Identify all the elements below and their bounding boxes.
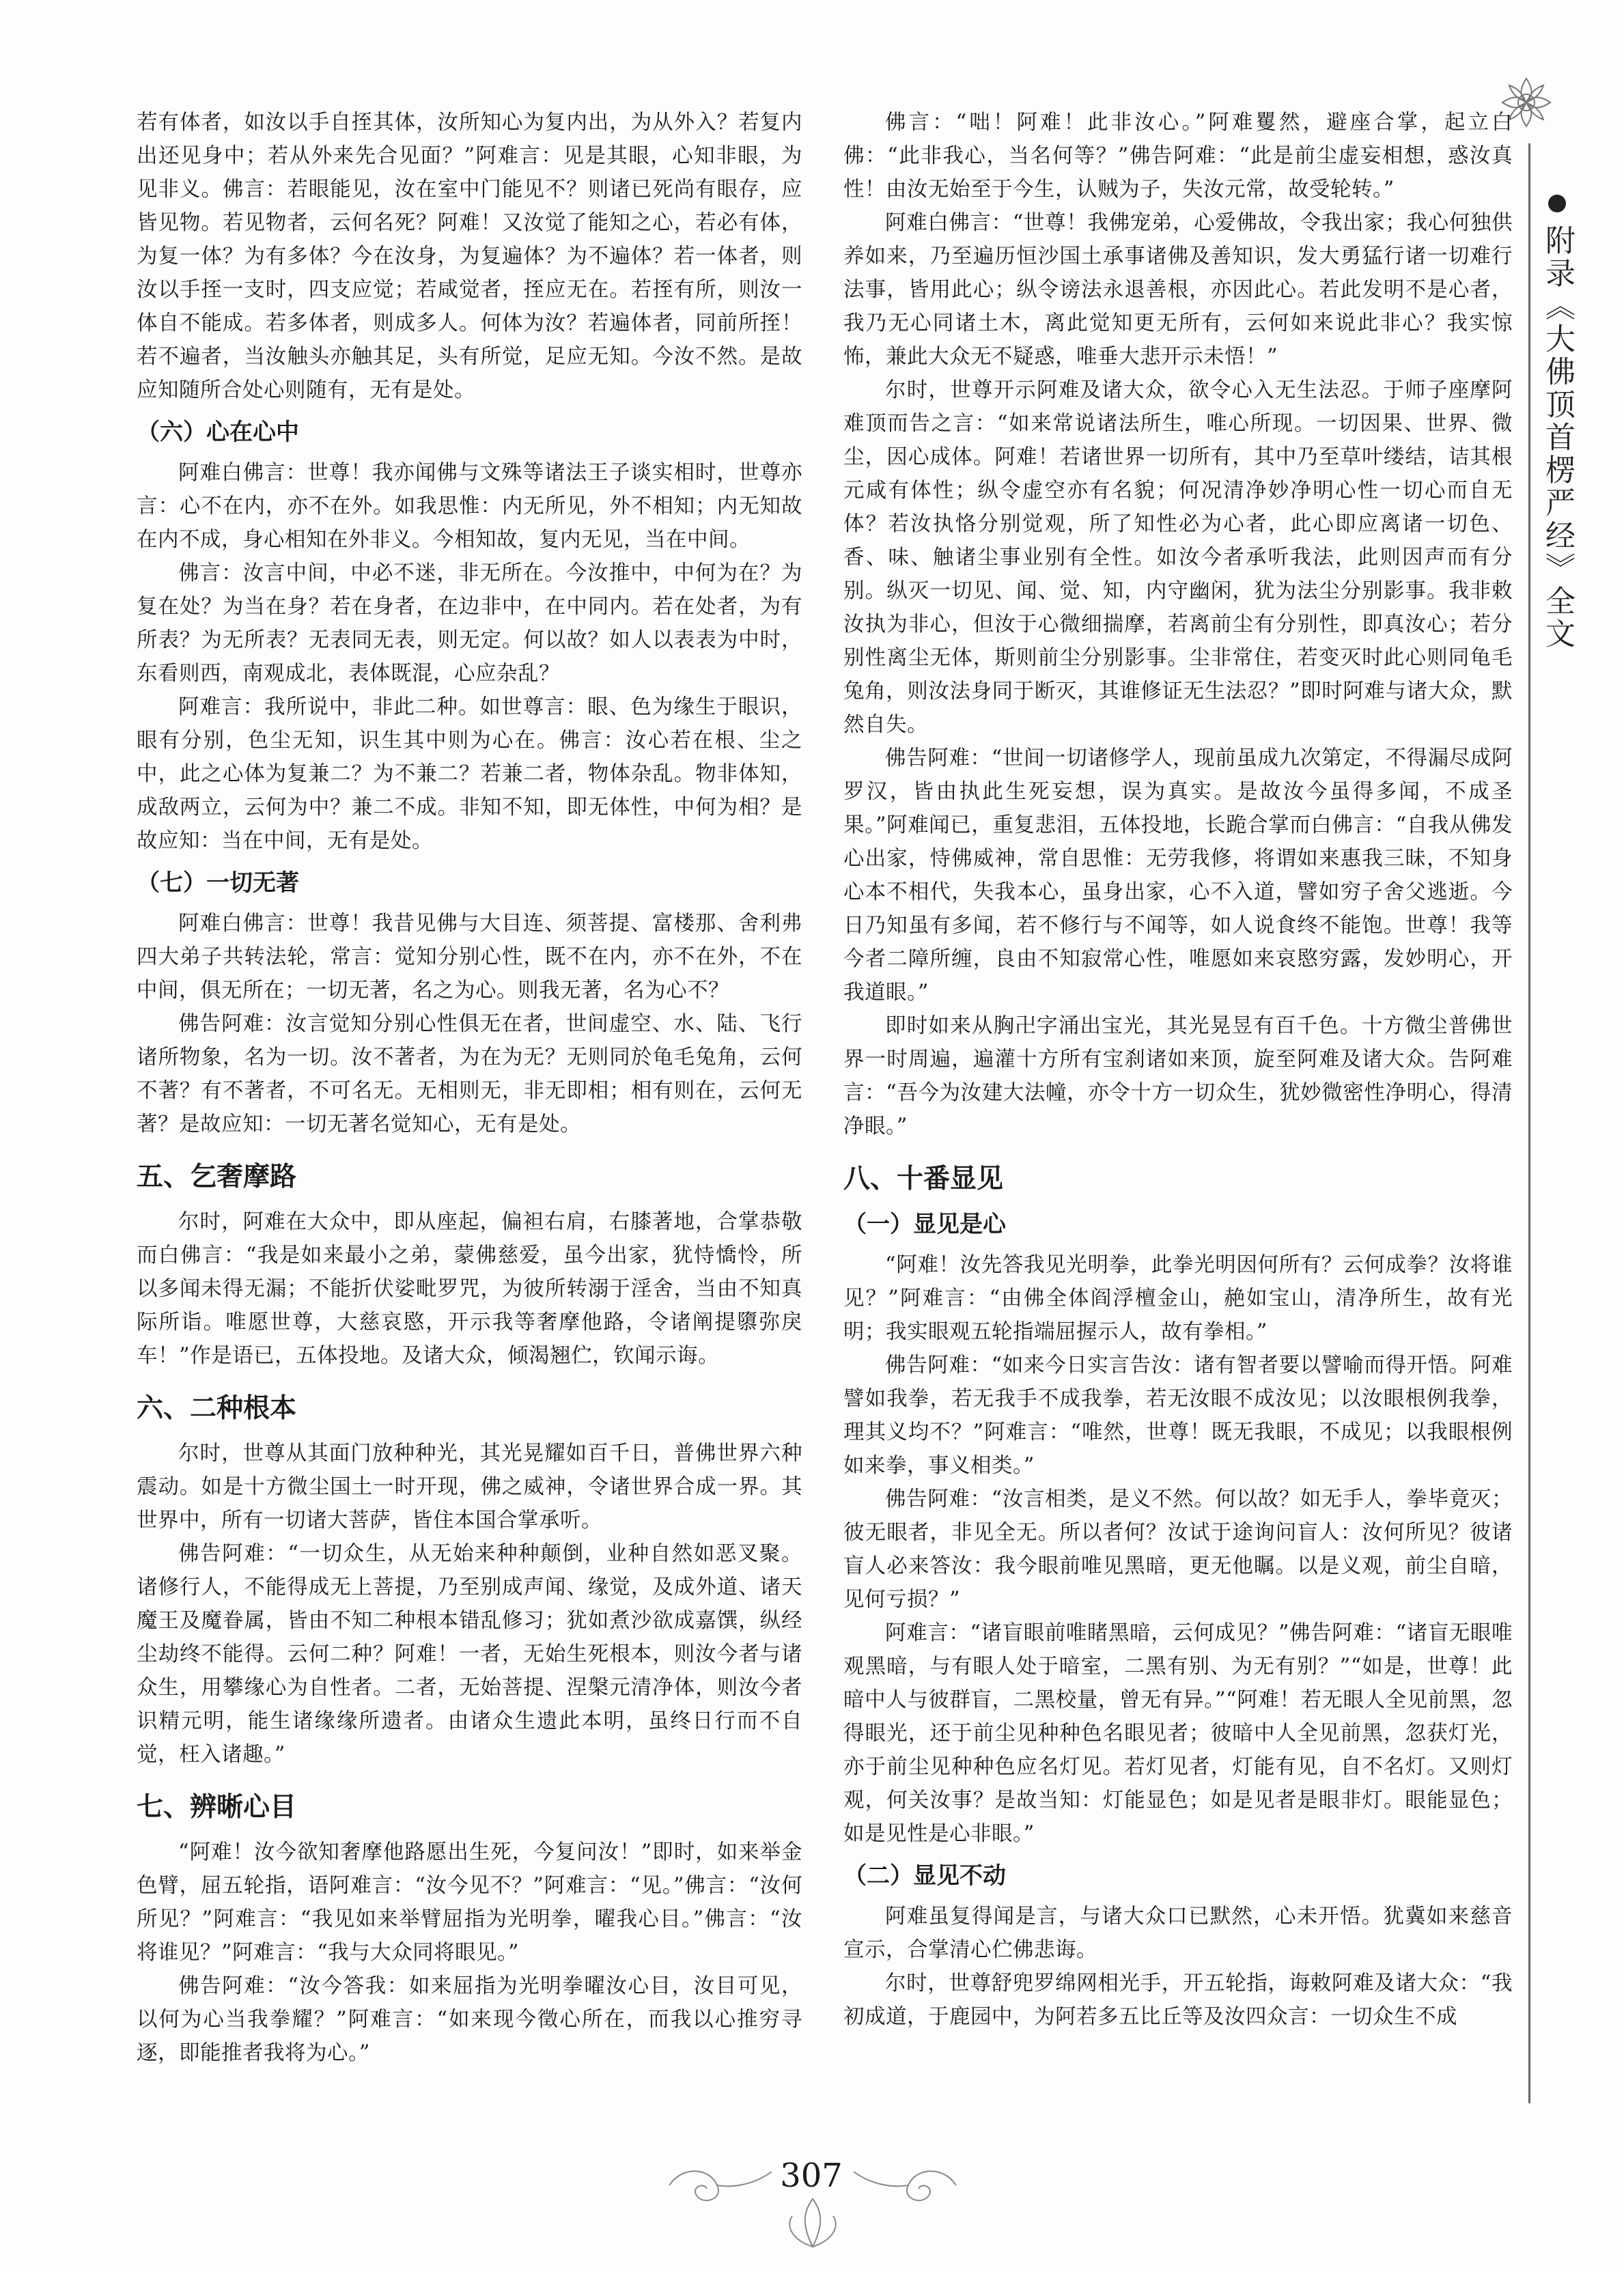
paragraph: 阿难白佛言：“世尊！我佛宠弟，心爱佛故，令我出家；我心何独供养如来，乃至遍历恒沙国土承事诸佛及善知识，发大勇猛行诸一切难行法事，皆用此心；纵令谤法永退善根，亦因此心。若此发明不是心者，我乃无心同诸土木，离此觉知更无所有，云何如来说此非心？我实惊怖，兼此大众无不疑惑，唯垂大悲开示未悟！” [843,211,1513,369]
paragraph: 阿难白佛言：世尊！我亦闻佛与文殊等诸法王子谈实相时，世尊亦言：心不在内，亦不在外。如我思惟：内无所见，外不相知；内无知故在内不成，身心相知在外非义。今相知故，复内无见，当在中间。 [137,461,802,552]
section-heading: 八、十番显见 [843,1164,1004,1194]
section-heading: 五、乞奢摩路 [137,1162,297,1192]
side-title [1538,195,1579,651]
paragraph: 阿难言：我所说中，非此二种。如世尊言：眼、色为缘生于眼识，眼有分别，色尘无知，识生其中则为心在。佛言：汝心若在根、尘之中，此之心体为复兼二？为不兼二？若兼二者，物体杂乱。物非体知，成敌两立，云何为中？兼二不成。非知不知，即无体性，中何为相？是故应知：当在中间，无有是处。 [137,695,802,853]
paragraph: “阿难！汝今欲知奢摩他路愿出生死，今复问汝！”即时，如来举金色臂，屈五轮指，语阿难言：“汝今见不？”阿难言：“见。”佛言：“汝何所见？”阿难言：“我见如来举臂屈指为光明拳，曜我心目。”佛言：“汝将谁见？”阿难言：“我与大众同将眼见。” [137,1840,802,1965]
paragraph: 佛言：“咄！阿难！此非汝心。”阿难矍然，避座合掌，起立白佛：“此非我心，当名何等？”佛告阿难：“此是前尘虚妄相想，惑汝真性！由汝无始至于今生，认贼为子，失汝元常，故受轮转。” [843,111,1513,201]
subsection-heading: （六）心在心中 [137,419,299,446]
paragraph: 佛告阿难：“汝言相类，是义不然。何以故？如无手人，拳毕竟灭；彼无眼者，非见全无。所以者何？汝试于途询问盲人：汝何所见？彼诸盲人必来答汝：我今眼前唯见黑暗，更无他瞩。以是义观，前尘自暗，见何亏损？” [843,1487,1513,1612]
paragraph: 佛告阿难：“汝今答我：如来屈指为光明拳曜汝心目，汝目可见，以何为心当我拳耀？”阿难言：“如来现今徵心所在，而我以心推穷寻逐，即能推者我将为心。” [137,1974,802,2065]
left-column [137,106,802,2070]
subsection-heading: （二）显见不动 [843,1862,1006,1890]
cloud-lotus-ornament-icon [656,2158,970,2254]
subsection-heading: （一）显见是心 [843,1211,1006,1238]
paragraph: 尔时，世尊开示阿难及诸大众，欲令心入无生法忍。于师子座摩阿难顶而告之言：“如来常说诸法所生，唯心所现。一切因果、世界、微尘，因心成体。阿难！若诸世界一切所有，其中乃至草叶缕结，诘其根元咸有体性；纵令虚空亦有名貌；何况清净妙净明心性一切心而自无体？若汝执恪分别觉观，所了知性必为心者，此心即应离诸一切色、香、味、触诸尘事业别有全性。如汝今者承听我法，此则因声而有分别。纵灭一切见、闻、觉、知，内守幽闲，犹为法尘分别影事。我非敕汝执为非心，但汝于心微细揣摩，若离前尘有分别性，即真汝心；若分别性离尘无体，斯则前尘分别影事。尘非常住，若变灭时此心则同龟毛兔角，则汝法身同于断灭，其谁修证无生法忍？”即时阿难与诸大众，默然自失。 [843,378,1513,737]
paragraph: 阿难虽复得闻是言，与诸大众口已默然，心未开悟。犹冀如来慈音宣示，合掌清心伫佛悲诲。 [843,1905,1513,1962]
right-column [843,106,1513,2034]
paragraph: 尔时，世尊从其面门放种种光，其光晃耀如百千日，普佛世界六种震动。如是十方微尘国土一时开现，佛之威神，令诸世界合成一界。其世界中，所有一切诸大菩萨，皆住本国合掌承听。 [137,1442,802,1532]
subsection-heading: （七）一切无著 [137,869,299,897]
paragraph: 佛告阿难：“如来今日实言告汝：诸有智者要以譬喻而得开悟。阿难譬如我拳，若无我手不成我拳，若无汝眼不成汝见；以汝眼根例我拳，理其义均不？”阿难言：“唯然，世尊！既无我眼，不成见；以我眼根例如来拳，事义相类。” [843,1354,1513,1478]
paragraph: 佛告阿难：“一切众生，从无始来种种颠倒，业种自然如恶叉聚。诸修行人，不能得成无上菩提，乃至别成声闻、缘觉，及成外道、诸天魔王及魔眷属，皆由不知二种根本错乱修习；犹如煮沙欲成嘉馔，纵经尘劫终不能得。云何二种？阿难！一者，无始生死根本，则汝今者与诸众生，用攀缘心为自性者。二者，无始菩提、涅槃元清净体，则汝今者识精元明，能生诸缘缘所遗者。由诸众生遗此本明，虽终日行而不自觉，枉入诸趣。” [137,1542,802,1767]
paragraph: 阿难言：“诸盲眼前唯睹黑暗，云何成见？”佛告阿难：“诸盲无眼唯观黑暗，与有眼人处于暗室，二黑有别、为无有别？”“如是，世尊！此暗中人与彼群盲，二黑校量，曾无有异。”“阿难！若无眼人全见前黑，忽得眼光，还于前尘见种种色名眼见者；彼暗中人全见前黑，忽获灯光，亦于前尘见种种色应名灯见。若灯见者，灯能有见，自不名灯。又则灯观，何关汝事？是故当知：灯能显色；如是见者是眼非灯。眼能显色；如是见性是心非眼。” [843,1621,1513,1846]
bullet-icon [1548,195,1566,212]
paragraph: 即时如来从胸卍字涌出宝光，其光晃昱有百千色。十方微尘普佛世界一时周遍，遍灌十方所有宝刹诸如来顶，旋至阿难及诸大众。告阿难言：“吾今为汝建大法幢，亦令十方一切众生，犹妙微密性净明心，得清净眼。” [843,1014,1513,1138]
page-number: 307 [780,2157,843,2195]
paragraph: 佛告阿难：汝言觉知分别心性俱无在者，世间虚空、水、陆、飞行诸所物象，名为一切。汝不著者，为在为无？无则同於龟毛兔角，云何不著？有不著者，不可名无。无相则无，非无即相；相有则在，云何无著？是故应知：一切无著名觉知心，无有是处。 [137,1012,802,1136]
paragraph: 阿难白佛言：世尊！我昔见佛与大目连、须菩提、富楼那、舍利弗四大弟子共转法轮，常言：觉知分别心性，既不在内，亦不在外，不在中间，俱无所在；一切无著，名之为心。则我无著，名为心不？ [137,912,802,1002]
paragraph: 尔时，阿难在大众中，即从座起，偏袒右肩，右膝著地，合掌恭敬而白佛言：“我是如来最小之弟，蒙佛慈爱，虽今出家，犹恃憍怜，所以多闻未得无漏；不能折伏娑毗罗咒，为彼所转溺于淫舍，当由不知真际所诣。唯愿世尊，大慈哀愍，开示我等奢摩他路，令诸阐提隳弥戾车！”作是语已，五体投地。及诸大众，倾渴翘伫，钦闻示诲。 [137,1210,802,1368]
paragraph: 佛告阿难：“世间一切诸修学人，现前虽成九次第定，不得漏尽成阿罗汉，皆由执此生死妄想，误为真实。是故汝今虽得多闻，不成圣果。”阿难闻已，重复悲泪，五体投地，长跪合掌而白佛言：“自我从佛发心出家，恃佛威神，常自思惟：无劳我修，将谓如来惠我三昧，不知身心本不相代，失我本心，虽身出家，心不入道，譬如穷子舍父逃逝。今日乃知虽有多闻，若不修行与不闻等，如人说食终不能饱。世尊！我等今者二障所缠，良由不知寂常心性，唯愿如来哀愍穷露，发妙明心，开我道眼。” [843,746,1513,1005]
section-heading: 七、辨晰心目 [137,1792,297,1823]
paragraph: 若有体者，如汝以手自挃其体，汝所知心为复内出，为从外入？若复内出还见身中；若从外来先合见面？”阿难言：见是其眼，心知非眼，为见非义。佛言：若眼能见，汝在室中门能见不？则诸已死尚有眼存，应皆见物。若见物者，云何名死？阿难！又汝觉了能知之心，若必有体，为复一体？为有多体？今在汝身，为复遍体？为不遍体？若一体者，则汝以手挃一支时，四支应觉；若咸觉者，挃应无在。若挃有所，则汝一体自不能成。若多体者，则成多人。何体为汝？若遍体者，同前所挃！若不遍者，当汝触头亦触其足，头有所觉，足应无知。今汝不然。是故应知随所合处心则随有，无有是处。 [137,111,802,402]
paragraph: “阿难！汝先答我见光明拳，此拳光明因何所有？云何成拳？汝将谁见？”阿难言：“由佛全体阎浮檀金山，赩如宝山，清净所生，故有光明；我实眼观五轮指端屈握示人，故有拳相。” [843,1253,1513,1344]
section-heading: 六、二种根本 [137,1393,297,1424]
column-divider [1528,143,1530,2103]
paragraph: 尔时，世尊舒兜罗绵网相光手，开五轮指，诲敕阿难及诸大众：“我初成道，于鹿园中，为阿若多五比丘等及汝四众言：一切众生不成 [843,1972,1513,2029]
paragraph: 佛言：汝言中间，中必不迷，非无所在。今汝推中，中何为在？为复在处？为当在身？若在身者，在边非中，在中同内。若在处者，为有所表？为无所表？无表同无表，则无定。何以故？如人以表表为中时，东看则西，南观成北，表体既混，心应杂乱？ [137,561,802,686]
side-title-text: 附录《大佛顶首楞严经》全文 [1540,225,1575,651]
